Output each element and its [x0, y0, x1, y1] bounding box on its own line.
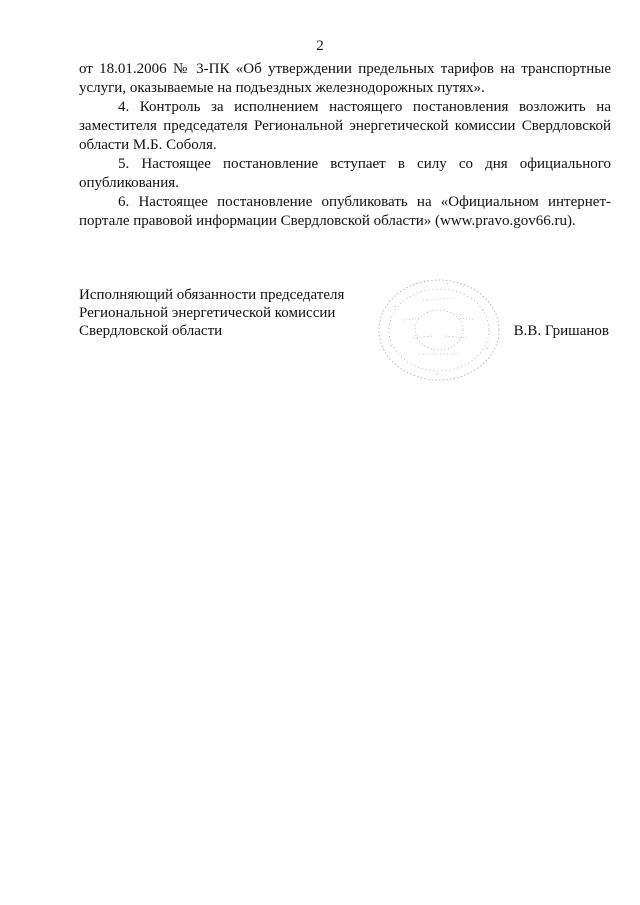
paragraph-continuation: от 18.01.2006 № 3-ПК «Об утверждении предельных тарифов на транспортные услуги, оказываемые на подъездных железнодорожных путях».	[79, 61, 611, 96]
signature-block	[79, 286, 611, 386]
official-seal-stamp	[375, 276, 503, 384]
signatory-position	[79, 286, 344, 340]
signatory-name: В.В. Гришанов	[513, 323, 609, 339]
signatory-position-line-3: Свердловской области	[79, 323, 223, 339]
document-body	[79, 60, 611, 231]
paragraph-item-5: 5. Настоящее постановление вступает в силу со дня официального опубликования.	[79, 156, 611, 191]
paragraph-item-4: 4. Контроль за исполнением настоящего постановления возложить на заместителя председателя Региональной энергетической комиссии Свердловской области М.Б. Соболя.	[79, 99, 611, 153]
signatory-position-line-2: Региональной энергетической комиссии	[79, 305, 336, 321]
paragraph-item-6: 6. Настоящее постановление опубликовать на «Официальном интернет-портале правовой информации Свердловской области» (www.pravo.gov66.ru).	[79, 194, 611, 229]
page-number: 2	[316, 38, 324, 54]
signatory-position-line-1: Исполняющий обязанности председателя	[79, 287, 345, 303]
